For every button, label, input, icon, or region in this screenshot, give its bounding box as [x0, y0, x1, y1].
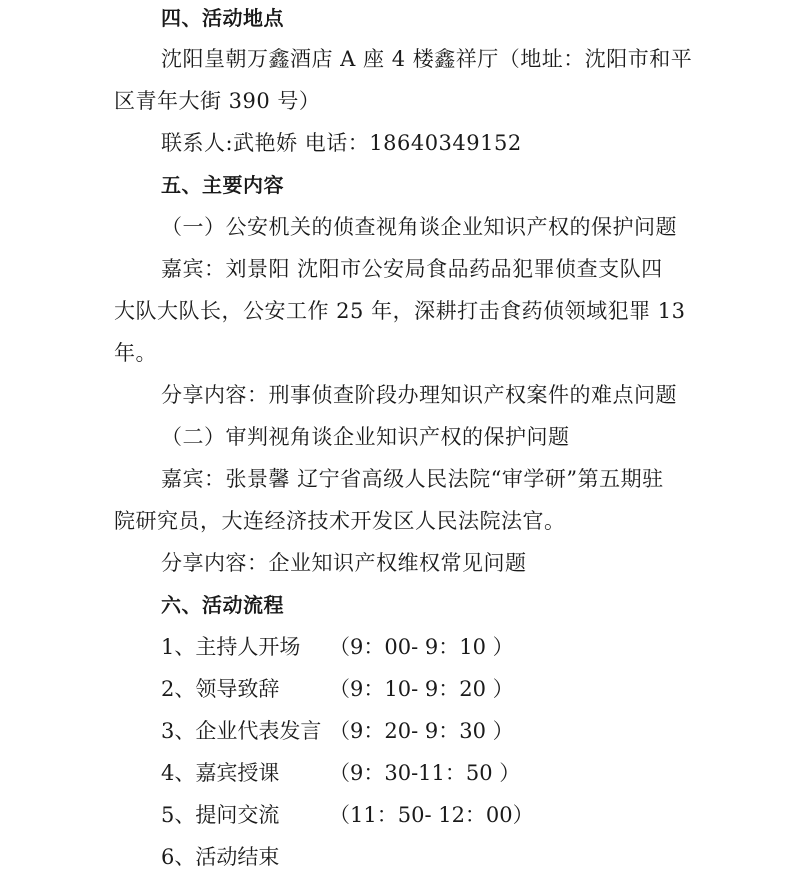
topic-1-guest-line-1: 嘉宾：刘景阳 沈阳市公安局食品药品犯罪侦查支队四: [161, 257, 663, 281]
venue-line-2: 区青年大街 390 号）: [114, 89, 321, 113]
section-5-heading: 五、主要内容: [161, 173, 284, 197]
schedule-item-label: 5、提问交流: [161, 803, 280, 827]
topic-2-guest-line-1: 嘉宾：张景馨 辽宁省高级人民法院“审学研”第五期驻: [161, 467, 664, 491]
topic-1-share: 分享内容：刑事侦查阶段办理知识产权案件的难点问题: [161, 383, 677, 407]
schedule-item-time: （9：20- 9：30 ）: [329, 719, 514, 743]
schedule-item-label: 4、嘉宾授课: [161, 761, 280, 785]
schedule-item: [0, 843, 788, 871]
topic-2-guest-line-2: 院研究员，大连经济技术开发区人民法院法官。: [114, 509, 566, 533]
topic-1-title: （一）公安机关的侦查视角谈企业知识产权的保护问题: [161, 215, 677, 239]
schedule-item-label: 2、领导致辞: [161, 677, 280, 701]
topic-2-share: 分享内容：企业知识产权维权常见问题: [161, 551, 527, 575]
schedule-item: [0, 759, 788, 787]
topic-1-guest-line-3: 年。: [114, 341, 157, 365]
schedule-item: [0, 633, 788, 661]
section-6-heading: 六、活动流程: [161, 593, 284, 617]
topic-2-title: （二）审判视角谈企业知识产权的保护问题: [161, 425, 570, 449]
schedule-item-label: 3、企业代表发言: [161, 719, 322, 743]
schedule-item-label: 6、活动结束: [161, 845, 280, 869]
schedule-item-time: （11：50- 12：00）: [329, 803, 534, 827]
schedule-item-time: （9：10- 9：20 ）: [329, 677, 514, 701]
schedule-item: [0, 801, 788, 829]
schedule-item: [0, 675, 788, 703]
schedule-item-time: （9：00- 9：10 ）: [329, 635, 514, 659]
venue-line-1: 沈阳皇朝万鑫酒店 A 座 4 楼鑫祥厅（地址：沈阳市和平: [161, 47, 693, 71]
schedule-item: [0, 717, 788, 745]
schedule-item-time: （9：30-11：50 ）: [329, 761, 521, 785]
schedule-item-label: 1、主持人开场: [161, 635, 301, 659]
topic-1-guest-line-2: 大队大队长，公安工作 25 年，深耕打击食药侦领域犯罪 13: [114, 299, 686, 323]
section-4-heading: 四、活动地点: [161, 6, 284, 30]
contact-line: 联系人:武艳娇 电话：18640349152: [161, 131, 522, 155]
